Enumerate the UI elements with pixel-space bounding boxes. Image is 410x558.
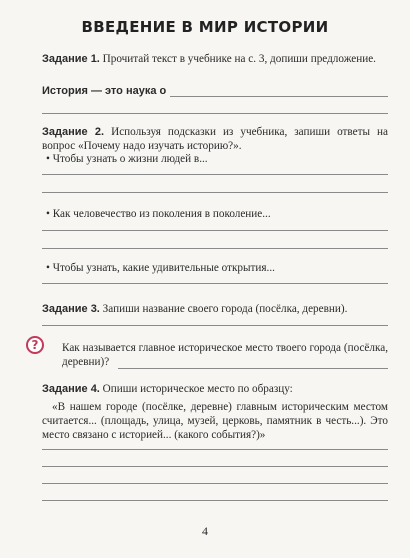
bullet-item: • Как человечество из поколения в поколение... (46, 208, 271, 220)
page-title: ВВЕДЕНИЕ В МИР ИСТОРИИ (81, 18, 329, 36)
task1-text: Прочитай текст в учебнике на с. 3, допиши предложение. (99, 53, 376, 65)
answer-line[interactable] (118, 368, 388, 369)
page-number: 4 (202, 524, 208, 538)
answer-line[interactable] (170, 96, 388, 97)
answer-line[interactable] (42, 230, 388, 231)
task1-label: Задание 1. (42, 53, 100, 65)
task4-text: Опиши историческое место по образцу: (99, 383, 293, 395)
bullet-text: Как человечество из поколения в поколение... (52, 208, 271, 220)
task3-paragraph (42, 302, 388, 316)
bullet-item: • Чтобы узнать, какие удивительные открытия... (46, 262, 275, 274)
bullet-text: Чтобы узнать, какие удивительные открытия... (52, 262, 275, 274)
task2-text: Используя подсказки из учебника, запиши ответы на вопрос «Почему надо изучать историю?». (42, 126, 388, 152)
answer-line[interactable] (42, 500, 388, 501)
answer-line[interactable] (42, 283, 388, 284)
answer-line[interactable] (42, 248, 388, 249)
task4-paragraph (42, 382, 388, 396)
task2-label: Задание 2. (42, 126, 105, 138)
answer-line[interactable] (42, 325, 388, 326)
task3-label: Задание 3. (42, 303, 100, 315)
answer-line[interactable] (42, 466, 388, 467)
answer-line[interactable] (42, 449, 388, 450)
task1-prompt-term: История (42, 85, 88, 97)
task1-prompt-rest: — это наука о (87, 85, 167, 97)
task1-prompt (42, 84, 166, 98)
answer-line[interactable] (42, 174, 388, 175)
task2-paragraph (42, 125, 388, 153)
answer-line[interactable] (42, 113, 388, 114)
question-icon: ? (26, 336, 44, 354)
bullet-item: • Чтобы узнать о жизни людей в... (46, 153, 208, 165)
question-text: Как называется главное историческое место твоего города (посёлка, деревни)? (62, 342, 388, 368)
task3-text: Запиши название своего города (посёлка, деревни). (99, 303, 348, 315)
answer-line[interactable] (42, 192, 388, 193)
task1-paragraph (42, 52, 388, 66)
bullet-text: Чтобы узнать о жизни людей в... (52, 153, 208, 165)
task4-label: Задание 4. (42, 383, 100, 395)
answer-line[interactable] (42, 483, 388, 484)
task4-sample: «В нашем городе (посёлке, деревне) главным историческим местом считается... (площадь, улица, музей, церковь, памятник в честь...). Это место связано с историей... (какого события?)» (42, 401, 388, 441)
